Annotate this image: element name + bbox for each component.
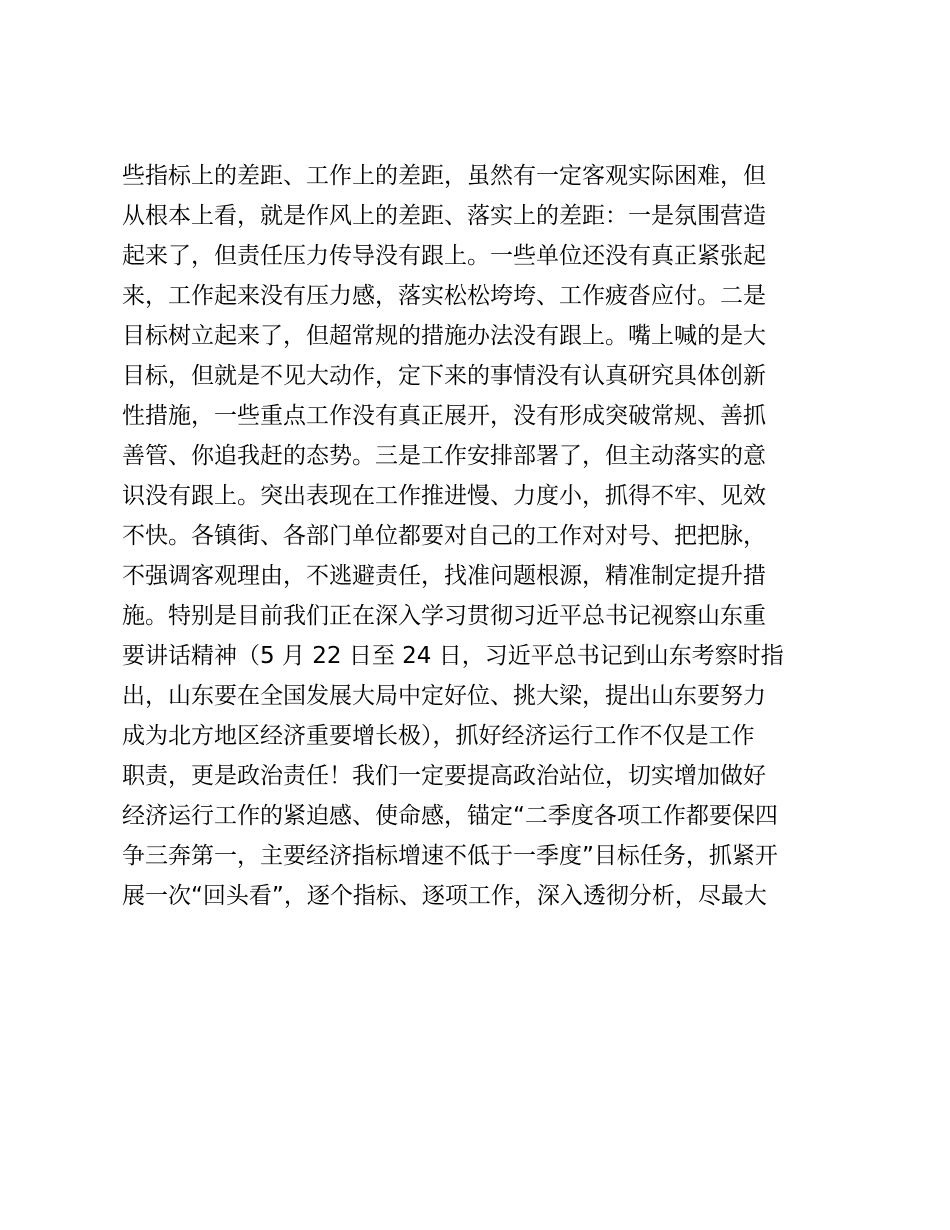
text-line: 不强调客观理由，不逃避责任，找准问题根源，精准制定提升措 bbox=[122, 563, 766, 589]
text-line: 争三奔第一，主要经济指标增速不低于一季度”目标任务，抓紧开 bbox=[122, 843, 778, 869]
text-line: 性措施，一些重点工作没有真正展开，没有形成突破常规、善抓 bbox=[122, 403, 766, 429]
text-line: 起来了，但责任压力传导没有跟上。一些单位还没有真正紧张起 bbox=[122, 243, 766, 269]
body-text bbox=[122, 156, 842, 916]
text-line: 要讲话精神（5 月 22 日至 24 日，习近平总书记到山东考察时指 bbox=[122, 643, 784, 669]
text-line: 识没有跟上。突出表现在工作推进慢、力度小，抓得不牢、见效 bbox=[122, 483, 766, 509]
text-line: 施。特别是目前我们正在深入学习贯彻习近平总书记视察山东重 bbox=[122, 603, 766, 629]
text-line: 职责，更是政治责任！我们一定要提高政治站位，切实增加做好 bbox=[122, 763, 766, 789]
text-line: 目标树立起来了，但超常规的措施办法没有跟上。嘴上喊的是大 bbox=[122, 323, 766, 349]
text-line: 些指标上的差距、工作上的差距，虽然有一定客观实际困难，但 bbox=[122, 163, 766, 189]
text-line: 展一次“回头看”，逐个指标、逐项工作，深入透彻分析，尽最大 bbox=[122, 883, 767, 909]
text-line: 来，工作起来没有压力感，落实松松垮垮、工作疲沓应付。二是 bbox=[122, 283, 766, 309]
text-line: 不快。各镇街、各部门单位都要对自己的工作对对号、把把脉， bbox=[122, 523, 766, 549]
text-line: 善管、你追我赶的态势。三是工作安排部署了，但主动落实的意 bbox=[122, 443, 766, 469]
text-line: 从根本上看，就是作风上的差距、落实上的差距：一是氛围营造 bbox=[122, 203, 766, 229]
text-line: 成为北方地区经济重要增长极），抓好经济运行工作不仅是工作 bbox=[122, 723, 755, 749]
text-line: 出，山东要在全国发展大局中定好位、挑大梁，提出山东要努力 bbox=[122, 683, 766, 709]
text-line: 经济运行工作的紧迫感、使命感，锚定“二季度各项工作都要保四 bbox=[122, 803, 778, 829]
text-line: 目标，但就是不见大动作，定下来的事情没有认真研究具体创新 bbox=[122, 363, 766, 389]
